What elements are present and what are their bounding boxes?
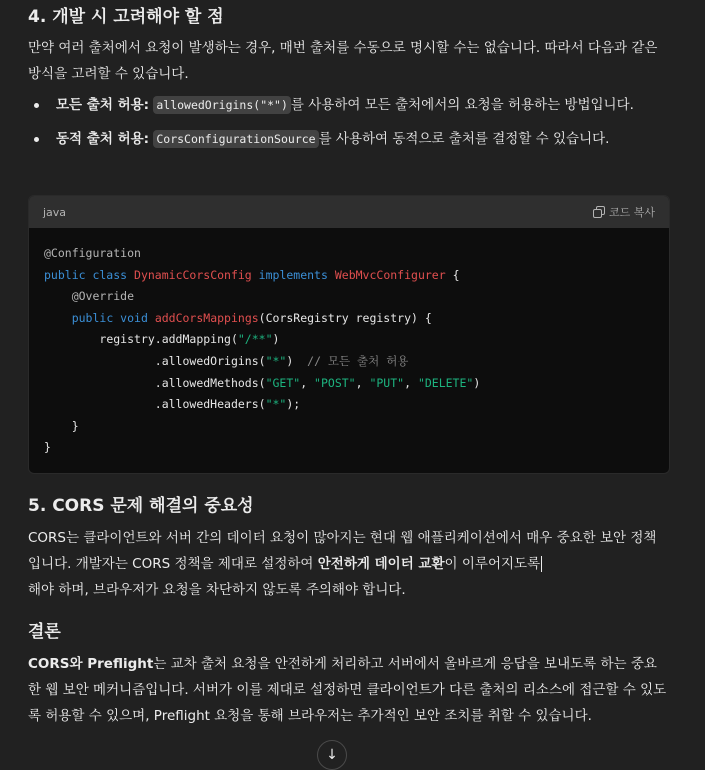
bullet-title: 모든 출처 허용:	[56, 97, 150, 113]
code-comment: // 모든 출처 허용	[307, 353, 409, 368]
inline-code: CorsConfigurationSource	[153, 130, 318, 148]
inline-code: allowedOrigins("*")	[153, 96, 291, 114]
code-token: )	[473, 375, 481, 390]
bullet-text: 를 사용하여 모든 출처에서의 요청을 허용하는 방법입니다.	[290, 97, 634, 113]
code-token: "/**"	[237, 332, 273, 347]
paragraph-text: 해야 하며, 브라우저가 요청을 차단하지 않도록 주의해야 합니다.	[28, 582, 406, 598]
paragraph-text: CORS는 클라이언트와 서버 간의 데이터 요청이 많아지는 현대 웹 애플리케이션에서 매우 중요한 보안 정책입니다. 개발자는 CORS 정책을 제대로 설정하여	[28, 530, 657, 572]
code-token: "PUT"	[369, 375, 405, 390]
code-token: .allowedOrigins(	[154, 353, 266, 368]
bullet-dot	[34, 103, 39, 108]
code-token: DynamicCorsConfig	[134, 267, 252, 282]
code-token: WebMvcConfigurer	[334, 267, 446, 282]
code-token: registry.addMapping(	[99, 332, 238, 347]
paragraph-bold-text: CORS와 Preflight	[28, 656, 154, 672]
list-item	[28, 126, 668, 152]
conclusion-heading: 결론	[28, 622, 61, 642]
code-language-label: java	[43, 205, 67, 219]
code-token: }	[44, 440, 51, 455]
copy-code-button[interactable]	[593, 204, 655, 220]
code-token: implements	[258, 267, 328, 282]
code-token: "POST"	[314, 375, 356, 390]
scroll-to-bottom-button[interactable]	[317, 740, 347, 770]
bullet-dot	[34, 137, 39, 142]
code-token: );	[286, 397, 301, 412]
code-token: public void	[71, 310, 148, 325]
code-token: @Configuration	[44, 246, 141, 260]
code-content: @Configuration public class DynamicCorsConfig implements WebMvcConfigurer { @Override public void addCorsMappings(CorsRegistry registry) { registry.addMapping("/**") .allowedOrigins("*") // 모든 출처 허용 .allowedMethods("GET", "POST", "PUT", "DELETE") .allowedHeaders("*"); } }	[44, 246, 481, 455]
section-5-paragraph	[28, 525, 668, 603]
bullet-text: 를 사용하여 동적으로 출처를 결정할 수 있습니다.	[318, 131, 610, 147]
code-token: "*"	[265, 353, 287, 368]
code-block	[28, 195, 670, 474]
code-token: )	[286, 353, 294, 368]
section-4-intro: 만약 여러 출처에서 요청이 발생하는 경우, 매번 출처를 수동으로 명시할 수는 없습니다. 따라서 다음과 같은 방식을 고려할 수 있습니다.	[28, 40, 658, 82]
code-token: .allowedHeaders(	[154, 397, 266, 412]
code-token: }	[71, 418, 79, 433]
paragraph-text: 이 이루어지도록	[444, 556, 541, 572]
text-cursor	[541, 556, 542, 572]
conclusion-paragraph	[28, 651, 668, 729]
bullet-title: 동적 출처 허용:	[56, 131, 150, 147]
copy-icon	[593, 206, 605, 218]
bullet-list	[28, 92, 668, 160]
copy-code-label: 코드 복사	[608, 206, 655, 219]
code-token: addCorsMappings	[154, 310, 259, 325]
list-item	[28, 92, 668, 118]
code-token: (CorsRegistry registry) {	[258, 310, 432, 325]
arrow-down-icon: ↓	[326, 747, 338, 763]
code-token: {	[452, 267, 460, 282]
code-token: "DELETE"	[417, 375, 474, 390]
code-token: public class	[44, 267, 128, 282]
code-token: @Override	[71, 289, 135, 304]
code-token: "GET"	[265, 375, 301, 390]
code-token: .allowedMethods(	[154, 375, 266, 390]
paragraph-bold-text: 안전하게 데이터 교환	[317, 556, 445, 572]
code-block-header	[29, 196, 669, 228]
section-5-heading: 5. CORS 문제 해결의 중요성	[28, 496, 254, 516]
code-token: "*"	[265, 397, 287, 412]
section-4-heading: 4. 개발 시 고려해야 할 점	[28, 7, 224, 27]
paragraph-text: 는 교차 출처 요청을 안전하게 처리하고 서버에서 올바르게 응답을 보내도록 하는 중요한 웹 보안 메커니즘입니다. 서버가 이를 제대로 설정하면 클라이언트가 다른 출처의 리소스에 접근할 수 있도록 허용할 수 있으며, Preflight 요청을 통해 브라우저는 추가적인 보안 조치를 취할 수 있습니다.	[28, 656, 667, 724]
code-token: )	[272, 332, 280, 347]
